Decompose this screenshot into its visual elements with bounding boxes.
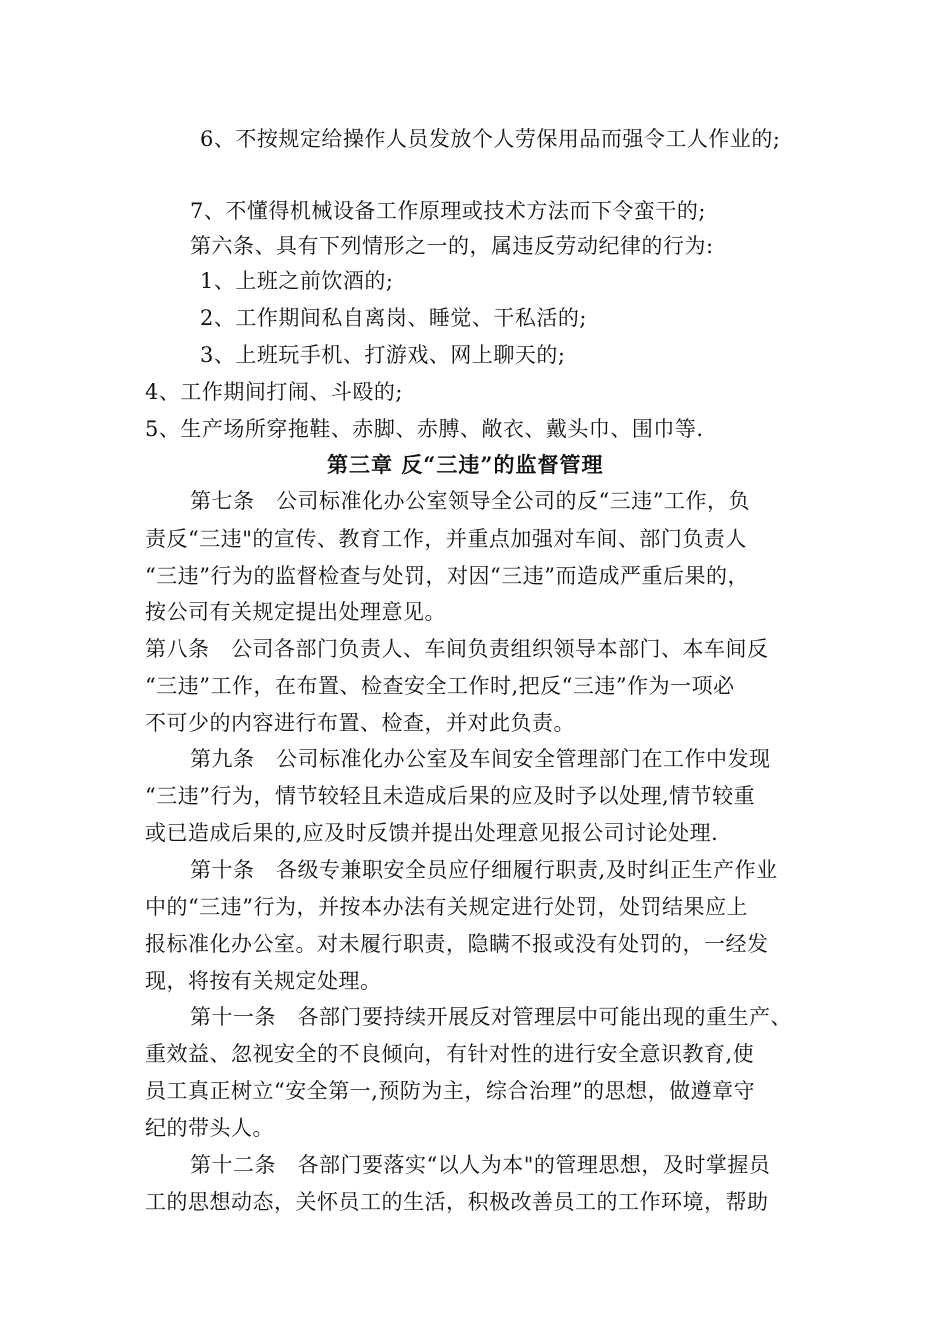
article-6-item-1: 1、上班之前饮酒的; <box>200 269 394 293</box>
article-11-line-4: 纪的带头人。 <box>145 1116 274 1140</box>
item-7-line: 7、不懂得机械设备工作原理或技术方法而下令蛮干的; <box>190 199 706 223</box>
article-10-line-4: 现，将按有关规定处理。 <box>145 969 382 993</box>
article-10-line-1: 第十条 各级专兼职安全员应仔细履行职责,及时纠正生产作业 <box>190 858 778 882</box>
article-6-item-4: 4、工作期间打闹、斗殴的; <box>145 380 403 404</box>
article-7-line-4: 按公司有关规定提出处理意见。 <box>145 600 446 624</box>
article-8-line-1: 第八条 公司各部门负责人、车间负责组织领导本部门、本车间反 <box>145 637 769 661</box>
article-8-line-2: “三违”工作，在布置、检查安全工作时,把反“三违”作为一项必 <box>145 674 735 698</box>
article-6-item-5: 5、生产场所穿拖鞋、赤脚、赤膊、敞衣、戴头巾、围巾等. <box>145 417 704 441</box>
article-6-line: 第六条、具有下列情形之一的，属违反劳动纪律的行为: <box>190 234 714 258</box>
article-7-line-3: “三违”行为的监督检查与处罚，对因“三违”而造成严重后果的， <box>145 564 749 588</box>
article-11-line-2: 重效益、忽视安全的不良倾向，有针对性的进行安全意识教育,使 <box>145 1042 755 1066</box>
chapter-3-heading: 第三章 反“三违”的监督管理 <box>327 452 604 477</box>
article-12-line-1: 第十二条 各部门要落实“以人为本"的管理思想，及时掌握员 <box>190 1153 771 1177</box>
article-10-line-3: 报标准化办公室。对未履行职责，隐瞒不报或没有处罚的，一经发 <box>145 932 769 956</box>
article-12-line-2: 工的思想动态，关怀员工的生活，积极改善员工的工作环境，帮助 <box>145 1190 769 1214</box>
article-9-line-1: 第九条 公司标准化办公室及车间安全管理部门在工作中发现 <box>190 747 771 771</box>
article-8-line-3: 不可少的内容进行布置、检查，并对此负责。 <box>145 711 575 735</box>
article-10-line-2: 中的“三违”行为，并按本办法有关规定进行处罚，处罚结果应上 <box>145 895 748 919</box>
article-6-item-3: 3、上班玩手机、打游戏、网上聊天的; <box>200 343 566 367</box>
article-11-line-3: 员工真正树立“安全第一,预防为主，综合治理”的思想，做遵章守 <box>145 1079 756 1103</box>
article-9-line-3: 或已造成后果的,应及时反馈并提出处理意见报公司讨论处理. <box>145 821 719 845</box>
article-7-line-2: 责反“三违"的宣传、教育工作，并重点加强对车间、部门负责人 <box>145 527 747 551</box>
article-11-line-1: 第十一条 各部门要持续开展反对管理层中可能出现的重生产、 <box>190 1005 792 1029</box>
article-6-item-2: 2、工作期间私自离岗、睡觉、干私活的; <box>200 306 587 330</box>
article-7-line-1: 第七条 公司标准化办公室领导全公司的反“三违”工作，负 <box>190 489 750 513</box>
item-6-line: 6、不按规定给操作人员发放个人劳保用品而强令工人作业的; <box>200 127 781 151</box>
article-9-line-2: “三违”行为，情节较轻且未造成后果的应及时予以处理,情节较重 <box>145 784 756 808</box>
